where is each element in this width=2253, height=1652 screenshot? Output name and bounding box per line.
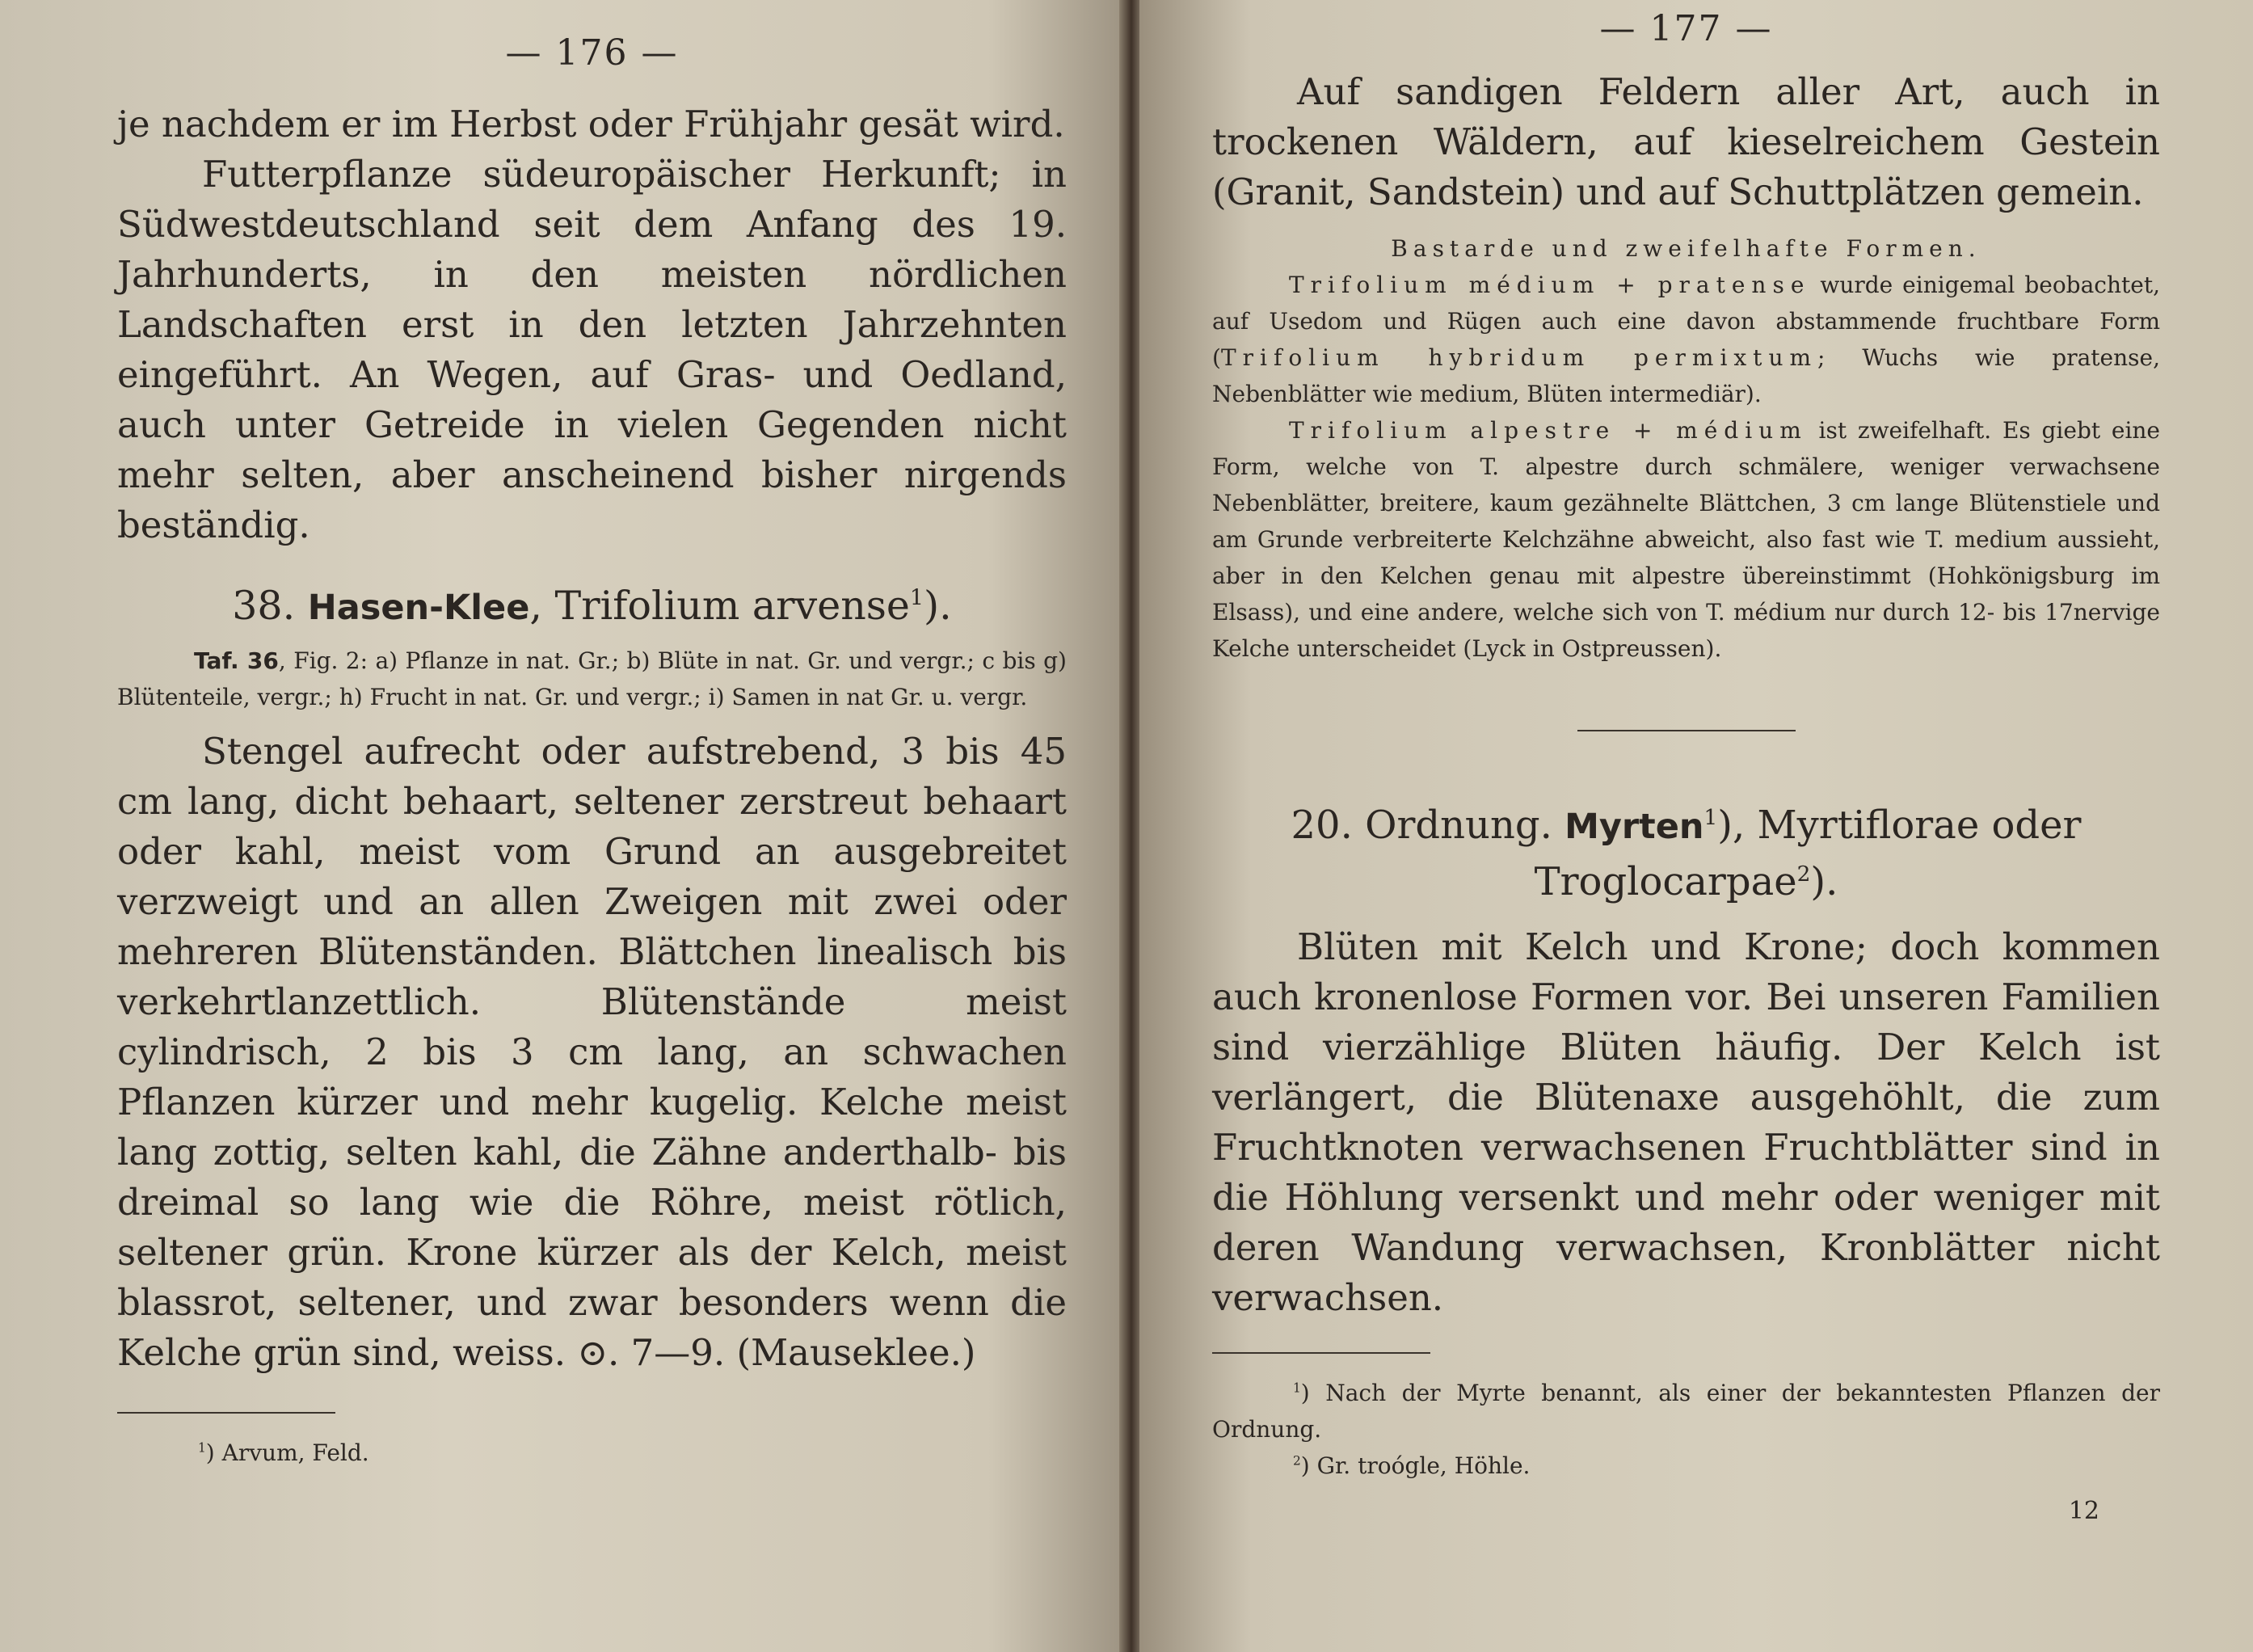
section-rule xyxy=(1577,730,1796,731)
species-common-name: Hasen-Klee xyxy=(307,588,530,628)
right-page xyxy=(1139,0,2253,1652)
footnote-rule xyxy=(117,1412,335,1414)
footnote-text: ) Arvum, Feld. xyxy=(205,1439,369,1466)
order-name: Myrten xyxy=(1564,807,1704,847)
species-number: 38. xyxy=(232,583,296,629)
species-heading xyxy=(117,581,1067,633)
order-prefix: 20. Ordnung. xyxy=(1291,803,1565,848)
order-heading xyxy=(1212,798,2160,909)
hybrid-text: wurde einigemal beobachtet, auf Usedom und Rügen auch eine davon abstammende fruchtbare Form ( xyxy=(1212,272,2160,371)
bastard-paragraph-2 xyxy=(1212,412,2160,667)
hybrid-name-2: Trifolium alpestre + médium xyxy=(1289,417,1808,444)
continuation-text: je nachdem er im Herbst oder Frühjahr gesät wird. xyxy=(117,103,1065,145)
footnote-ref: 1 xyxy=(909,585,924,611)
footnote-2 xyxy=(1212,1448,2160,1484)
order-latin-name: ), Myrtiflorae oder Troglocarpae xyxy=(1534,803,2082,904)
left-page xyxy=(0,0,1123,1652)
footnote-ref-1: 1 xyxy=(1703,805,1718,830)
heading-close: ). xyxy=(924,583,952,629)
footnote-rule xyxy=(1212,1352,1430,1354)
hybrid-name: Trifolium médium + pratense xyxy=(1289,272,1811,298)
habitat-paragraph: Auf sandigen Feldern aller Art, auch in trockenen Wäldern, auf kieselreichem Gestein (Granit, Sandstein) und auf Schuttplätzen gemein. xyxy=(1212,70,2160,213)
footnote-1 xyxy=(1212,1375,2160,1448)
footnote-mark: 1 xyxy=(198,1440,206,1456)
page-number: — 177 — xyxy=(1599,8,1773,49)
origin-paragraph: Futterpflanze südeuropäischer Herkunft; in Südwestdeutschland seit dem Anfang des 19. Jahrhunderts, in den meisten nördlichen Landschaften erst in den letzten Jahrzehnten eingeführt. An Wegen, auf Gras- und Oedland, auch unter Getreide in vielen Gegenden nicht mehr selten, aber anscheinend bisher nirgends beständig. xyxy=(117,153,1067,546)
description-paragraph: Stengel aufrecht oder aufstrebend, 3 bis 45 cm lang, dicht behaart, seltener zerstreut behaart oder kahl, meist vom Grund an ausgebreitet verzweigt und an allen Zweigen mit zwei oder mehreren Blütenständen. Blättchen linealisch bis verkehrtlanzettlich. Blütenstände meist cylindrisch, 2 bis 3 cm lang, an schwachen Pflanzen kürzer und mehr kugelig. Kelche meist lang zottig, selten kahl, die Zähne anderthalb- bis dreimal so lang wie die Röhre, meist rötlich, seltener grün. Krone kürzer als der Kelch, meist blassrot, seltener, und zwar besonders wenn die Kelche grün sind, weiss. ⊙. 7—9. (Mauseklee.) xyxy=(117,730,1067,1374)
hybrid-text-3: ist zweifelhaft. Es giebt eine Form, welche von T. alpestre durch schmälere, weniger verwachsene Nebenblätter, breitere, kaum gezähnelte Blättchen, 3 cm lange Blütenstiele und am Grunde verbreiterte Kelchzähne abweicht, also fast wie T. medium aussieht, aber in den Kelchen genau mit alpestre übereinstimmt (Hohkönigsburg im Elsass), und eine andere, welche sich von T. médium nur durch 12- bis 17nervige Kelche unterscheidet (Lyck in Ostpreussen). xyxy=(1212,417,2161,662)
page-number: — 176 — xyxy=(505,32,679,74)
footnote-text-1: ) Nach der Myrte benannt, als einer der bekanntesten Pflanzen der Ordnung. xyxy=(1212,1380,2160,1443)
hybrid-form-name: Trifolium hybridum permixtum xyxy=(1220,344,1818,371)
footnote xyxy=(117,1435,1067,1471)
footnote-text-2: ) Gr. troógle, Höhle. xyxy=(1300,1452,1531,1479)
bastard-paragraph-1 xyxy=(1212,267,2160,412)
signature-mark: 12 xyxy=(2068,1497,2099,1525)
plate-reference xyxy=(117,643,1067,715)
plate-label: Taf. 36 xyxy=(194,647,279,674)
footnote-ref-2: 2 xyxy=(1796,862,1811,887)
footnote-mark-1: 1 xyxy=(1293,1380,1301,1396)
bastard-heading: Bastarde und zweifelhafte Formen. xyxy=(1391,235,1981,262)
species-latin-name: , Trifolium arvense xyxy=(529,583,910,629)
order-paragraph: Blüten mit Kelch und Krone; doch kommen auch kronenlose Formen vor. Bei unseren Familien sind vierzählige Blüten häufig. Der Kelch ist verlängert, die Blütenaxe ausgehöhlt, die zum Fruchtknoten verwachsenen Fruchtblätter sind in die Höhlung versenkt und mehr oder weniger mit deren Wandung verwachsen, Kronblätter nicht verwachsen. xyxy=(1212,925,2160,1319)
order-heading-close: ). xyxy=(1810,859,1838,904)
footnote-mark-2: 2 xyxy=(1293,1453,1301,1469)
hybrid-text-2: ; Wuchs wie pratense, Nebenblätter wie medium, Blüten intermediär). xyxy=(1212,344,2160,407)
plate-text: , Fig. 2: a) Pflanze in nat. Gr.; b) Blüte in nat. Gr. und vergr.; c bis g) Blütenteile, vergr.; h) Frucht in nat. Gr. und vergr.; i) Samen in nat Gr. u. vergr. xyxy=(117,647,1067,710)
